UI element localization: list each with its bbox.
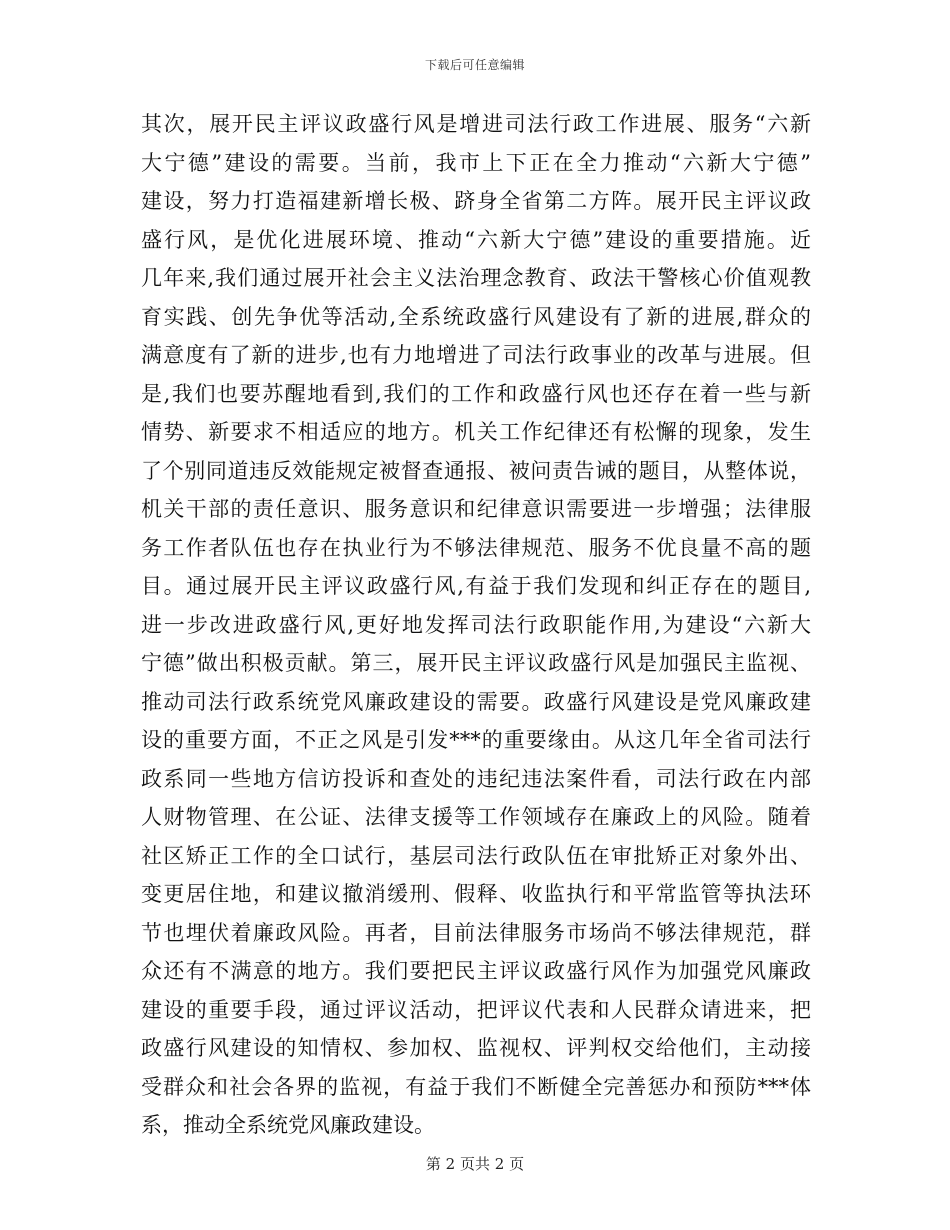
text-line: 大宁德”建设的需要。当前，我市上下正在全力推动“六新大宁德” [141, 150, 811, 175]
text-line: 政系同一些地方信访投诉和查处的违纪违法案件看，司法行政在内部 [141, 766, 811, 791]
text-line: 变更居住地，和建议撤消缓刑、假释、收监执行和平常监管等执法环 [141, 882, 811, 906]
text-line: 了个别同道违反效能规定被督查通报、被问责告诫的题目，从整体说， [141, 458, 811, 483]
text-line: 盛行风，是优化进展环境、推动“六新大宁德”建设的重要措施。近 [141, 227, 811, 252]
text-line: 受群众和社会各界的监视，有益于我们不断健全完善惩办和预防***体 [141, 1074, 811, 1099]
text-line: 宁德”做出积极贡献。第三，展开民主评议政盛行风是加强民主监视、 [141, 651, 811, 675]
text-line: 推动司法行政系统党风廉政建设的需要。政盛行风建设是党风廉政建 [141, 689, 811, 714]
text-line: 务工作者队伍也存在执业行为不够法律规范、服务不优良量不高的题 [141, 535, 811, 560]
text-line: 建设，努力打造福建新增长极、跻身全省第二方阵。展开民主评议政 [141, 189, 811, 213]
text-line: 满意度有了新的进步,也有力地增进了司法行政事业的改革与进展。但 [141, 343, 811, 367]
text-line: 目。通过展开民主评议政盛行风,有益于我们发现和纠正存在的题目, [141, 574, 811, 598]
text-line: 众还有不满意的地方。我们要把民主评议政盛行风作为加强党风廉政 [141, 959, 811, 983]
text-line: 系，推动全系统党风廉政建设。 [141, 1113, 435, 1137]
text-line: 进一步改进政盛行风,更好地发挥司法行政职能作用,为建设“六新大 [141, 612, 811, 637]
page-header: 下载后可任意编辑 [424, 58, 525, 72]
text-line: 育实践、创先争优等活动,全系统政盛行风建设有了新的进展,群众的 [141, 304, 811, 329]
page-footer: 第 2 页共 2 页 [425, 1155, 525, 1173]
text-line: 人财物管理、在公证、法律支援等工作领域存在廉政上的风险。随着 [141, 805, 811, 829]
text-line: 社区矫正工作的全口试行，基层司法行政队伍在审批矫正对象外出、 [141, 843, 811, 868]
text-line: 情势、新要求不相适应的地方。机关工作纪律还有松懈的现象，发生 [141, 420, 811, 444]
text-line: 政盛行风建设的知情权、参加权、监视权、评判权交给他们，主动接 [141, 1036, 811, 1060]
text-line: 节也埋伏着廉政风险。再者，目前法律服务市场尚不够法律规范，群 [141, 920, 811, 945]
text-line: 几年来,我们通过展开社会主义法治理念教育、政法干警核心价值观教 [141, 266, 811, 290]
text-line: 其次，展开民主评议政盛行风是增进司法行政工作进展、服务“六新 [141, 112, 811, 136]
body-paragraph [141, 105, 811, 1145]
text-line: 设的重要方面，不正之风是引发***的重要缘由。从这几年全省司法行 [141, 728, 811, 752]
text-line: 建设的重要手段，通过评议活动，把评议代表和人民群众请进来，把 [141, 997, 811, 1022]
text-line: 是,我们也要苏醒地看到,我们的工作和政盛行风也还存在着一些与新 [141, 381, 811, 406]
text-line: 机关干部的责任意识、服务意识和纪律意识需要进一步增强；法律服 [141, 497, 811, 521]
